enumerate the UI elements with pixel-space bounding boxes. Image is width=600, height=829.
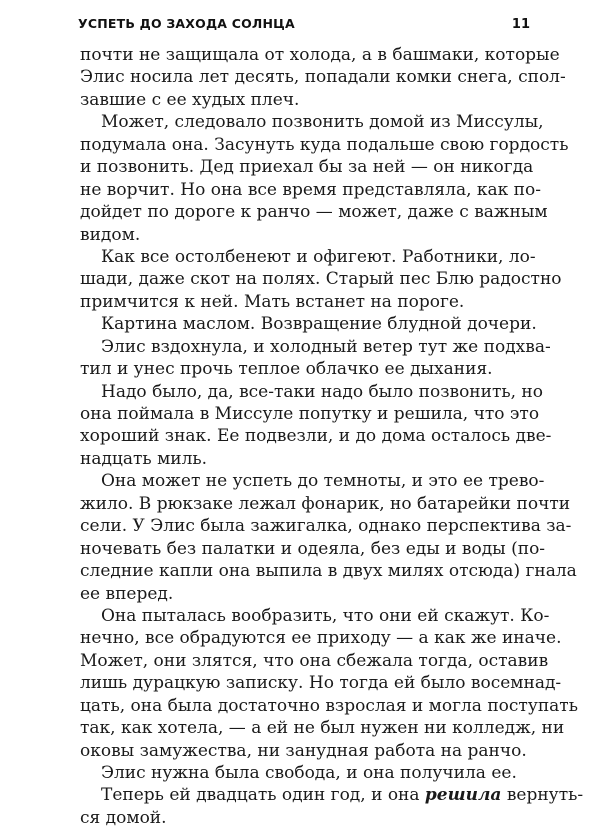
text-line: Надо было, да, все-таки надо было позвонить, но [101, 381, 543, 402]
page-number: 11 [511, 17, 530, 32]
running-header [78, 16, 530, 38]
text-line: нечно, все обрадуются ее приходу — а как же иначе. [80, 628, 562, 649]
text-line-final [80, 784, 584, 806]
text-line: Картина маслом. Возвращение блудной дочери. [101, 314, 537, 335]
text-line: Элис носила лет десять, попадали комки снега, спол- [80, 67, 566, 88]
text-line: надцать миль. [80, 448, 208, 469]
text-line: цать, она была достаточно взрослая и могла поступать [80, 695, 578, 716]
text-line: видом. [80, 224, 141, 245]
text-line: шади, даже скот на полях. Старый пес Блю радостно [80, 269, 562, 290]
text-line: Как все остолбенеют и офигеют. Работники, ло- [101, 246, 536, 267]
text-line: ночевать без палатки и одеяла, без еды и воды (по- [80, 538, 546, 559]
text-line: тил и унес прочь теплое облачко ее дыхания. [80, 359, 493, 380]
chapter-title: УСПЕТЬ ДО ЗАХОДА СОЛНЦА [78, 16, 295, 31]
final-line-end: вернуть- [501, 785, 584, 806]
text-line: следние капли она выпила в двух милях отсюда) гнала [80, 561, 577, 582]
text-line: Элис нужна была свобода, и она получила ее. [101, 763, 517, 783]
text-line: Может, они злятся, что она сбежала тогда, оставив [80, 650, 549, 671]
text-line: хороший знак. Ее подвезли, и до дома осталось две- [80, 426, 552, 447]
text-line: дойдет по дороге к ранчо — может, даже с важным [80, 202, 548, 223]
text-line: не ворчит. Но она все время представляла, как по- [80, 179, 541, 200]
text-line: почти не защищала от холода, а в башмаки, которые [80, 45, 560, 65]
text-line: жило. В рюкзаке лежал фонарик, но батарейки почти [80, 493, 571, 514]
text-line: ее вперед. [80, 583, 174, 604]
body-text [80, 44, 584, 829]
text-line: Она пыталась вообразить, что они ей скажут. Ко- [101, 605, 550, 626]
text-line: сели. У Элис была зажигалка, однако перспектива за- [80, 516, 572, 537]
text-line: так, как хотела, — а ей не был нужен ни колледж, ни [80, 718, 565, 739]
text-line: оковы замужества, ни занудная работа на ранчо. [80, 740, 527, 761]
text-line: подумала она. Засунуть куда подальше свою гордость [80, 134, 569, 155]
text-line: лишь дурацкую записку. Но тогда ей было восемнад- [80, 673, 562, 694]
text-line: она поймала в Миссуле попутку и решила, что это [80, 404, 540, 424]
text-line: Она может не успеть до темноты, и это ее трево- [101, 471, 545, 492]
text-line: Может, следовало позвонить домой из Миссулы, [101, 112, 544, 133]
emphasized-word: решила [424, 785, 502, 806]
text-line: завшие с ее худых плеч. [80, 89, 300, 110]
text-line: примчится к ней. Мать встанет на пороге. [80, 291, 465, 312]
text-line-closing: ся домой. [80, 807, 167, 828]
final-line-start: Теперь ей двадцать один год, и она [101, 785, 425, 806]
text-line: Элис вздохнула, и холодный ветер тут же подхва- [101, 336, 551, 357]
text-line: и позвонить. Дед приехал бы за ней — он никогда [80, 157, 534, 178]
